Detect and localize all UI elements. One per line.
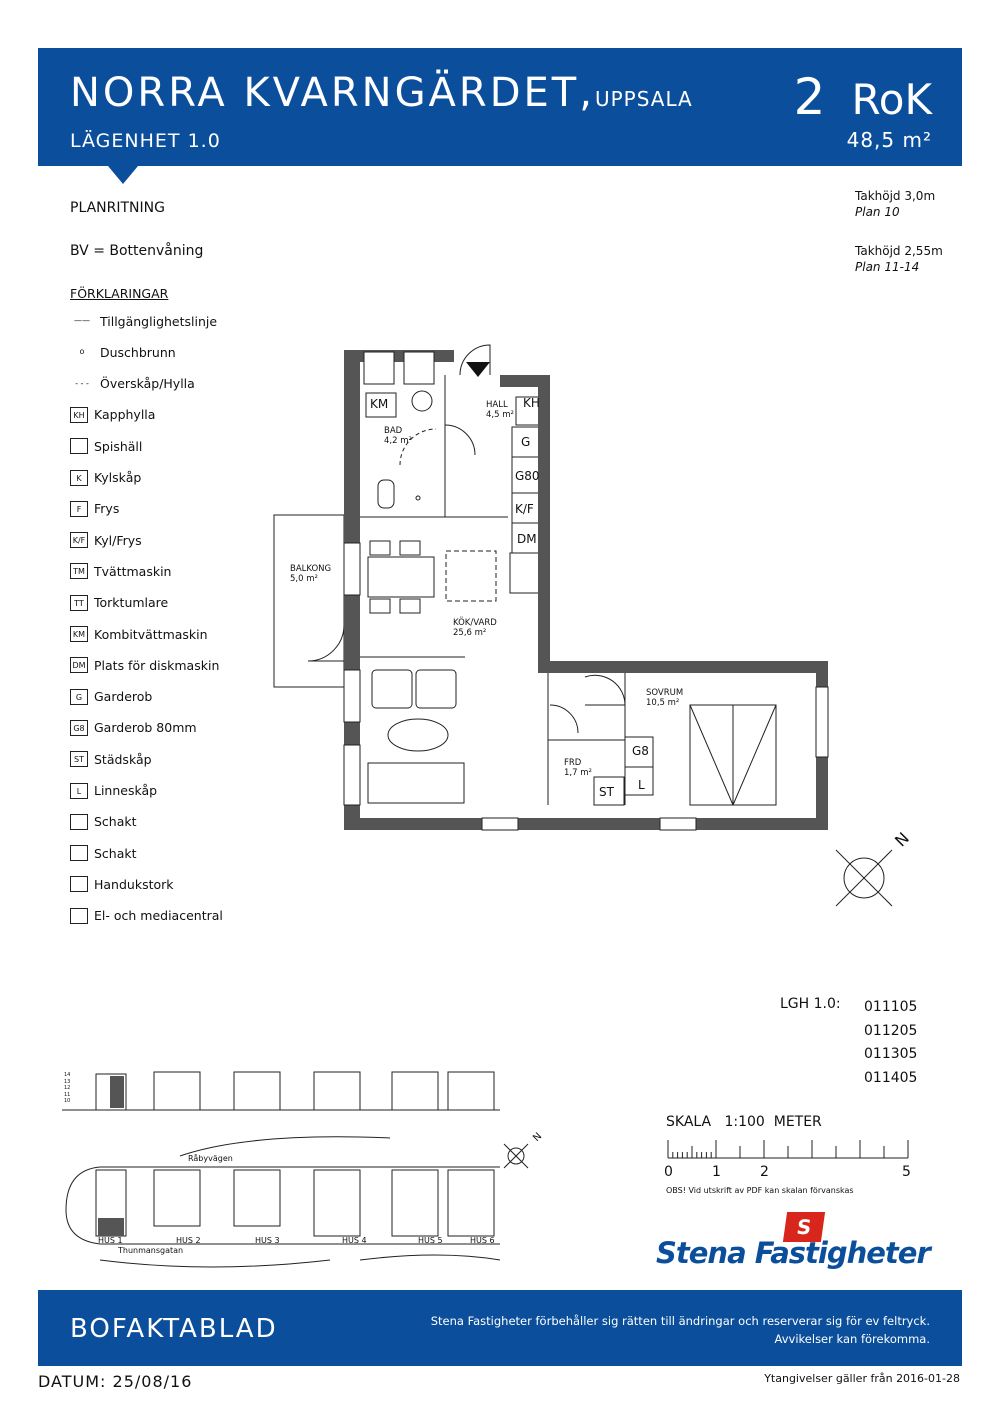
fixture-g80: G80 bbox=[515, 469, 540, 483]
highlight-building bbox=[98, 1218, 124, 1236]
legend-label: Tillgänglighetslinje bbox=[100, 313, 218, 329]
legend-label: Kyl/Frys bbox=[94, 532, 142, 548]
site-building bbox=[314, 1170, 360, 1236]
header-pointer bbox=[108, 166, 138, 184]
legend-label: Kapphylla bbox=[94, 407, 156, 423]
bed-line bbox=[733, 705, 776, 805]
legend-item bbox=[70, 843, 137, 863]
street-thunmansgatan: Thunmansgatan bbox=[118, 1246, 184, 1255]
site-building bbox=[154, 1170, 200, 1226]
road-bottom bbox=[100, 1255, 500, 1267]
legend-symbol bbox=[70, 845, 88, 861]
legend-label: Kylskåp bbox=[94, 470, 142, 485]
lgh-codes: 011105 011205 011305 011405 bbox=[864, 999, 918, 1086]
apartment-label: LÄGENHET 1.0 bbox=[70, 130, 221, 152]
header-banner bbox=[38, 48, 962, 166]
footer-banner bbox=[38, 1290, 962, 1366]
legend-item bbox=[70, 530, 142, 550]
legend-symbol: DM bbox=[70, 657, 88, 673]
apartment-area: 48,5 m² bbox=[846, 128, 932, 152]
legend-label: Handukstork bbox=[94, 876, 174, 892]
legend-symbol bbox=[70, 876, 88, 892]
armchair bbox=[372, 670, 412, 708]
legend-item bbox=[70, 561, 171, 581]
legend-label: Kombitvättmaskin bbox=[94, 626, 208, 642]
legend-symbol bbox=[70, 814, 88, 830]
datum: DATUM: 25/08/16 bbox=[38, 1372, 193, 1391]
legend-item bbox=[70, 781, 157, 801]
dining-table bbox=[368, 557, 434, 597]
legend-symbol bbox=[70, 908, 88, 924]
fixture-dm: DM bbox=[517, 532, 537, 546]
legend-symbol: —— bbox=[74, 316, 90, 325]
balcony-door-swing bbox=[308, 625, 344, 661]
legend-item bbox=[70, 499, 119, 519]
fixture-l: L bbox=[638, 778, 645, 792]
scale-tick-label: 2 bbox=[760, 1164, 769, 1180]
room-sovrum: SOVRUM 10,5 m² bbox=[646, 688, 684, 708]
legend-item bbox=[70, 405, 155, 425]
compass-north: N bbox=[891, 828, 913, 851]
site-compass-north: N bbox=[531, 1130, 545, 1145]
ceiling-info-1: Takhöjd 3,0m Plan 10 bbox=[855, 189, 936, 219]
plan-title: PLANRITNING bbox=[70, 200, 165, 216]
room-balkong: BALKONG 5,0 m² bbox=[290, 564, 332, 584]
legend-label: Linneskåp bbox=[94, 783, 158, 798]
sofa bbox=[368, 763, 464, 803]
legend-symbol: F bbox=[70, 501, 88, 517]
door-swing bbox=[445, 425, 475, 455]
dining-chair bbox=[400, 541, 420, 555]
house-label: HUS 5 bbox=[418, 1236, 443, 1245]
frd-door-swing bbox=[550, 705, 578, 733]
scale-note: OBS! Vid utskrift av PDF kan skalan förvanskas bbox=[666, 1186, 854, 1195]
legend-label: Plats för diskmaskin bbox=[94, 657, 220, 673]
legend-symbol: KH bbox=[70, 407, 88, 423]
scale-tick-label: 5 bbox=[902, 1164, 911, 1180]
legend-item bbox=[70, 624, 208, 644]
fixture-g8: G8 bbox=[632, 744, 649, 758]
stena-logo-text: Stena Fastigheter bbox=[656, 1236, 930, 1270]
legend-symbol: L bbox=[70, 783, 88, 799]
legend-item bbox=[70, 436, 142, 456]
legend-symbol: G bbox=[70, 689, 88, 705]
legend-item bbox=[70, 593, 168, 613]
house-label: HUS 3 bbox=[255, 1236, 280, 1245]
house-label: HUS 1 bbox=[98, 1236, 123, 1245]
coffee-table bbox=[388, 719, 448, 751]
legend-item bbox=[70, 655, 219, 675]
room-kok: KÖK/VARD 25,6 m² bbox=[453, 618, 497, 638]
legend-item bbox=[70, 906, 223, 926]
legend-label: Garderob 80mm bbox=[94, 720, 197, 736]
fixture-kf: K/F bbox=[515, 502, 534, 516]
legend-title: FÖRKLARINGAR bbox=[70, 286, 169, 301]
floor-drain-icon bbox=[416, 496, 420, 500]
toilet bbox=[378, 480, 394, 508]
dining-chair bbox=[370, 599, 390, 613]
building-elevation bbox=[392, 1072, 438, 1110]
legend-label: Spishäll bbox=[94, 438, 143, 454]
site-building bbox=[448, 1170, 494, 1236]
counter bbox=[510, 553, 542, 593]
site-building bbox=[392, 1170, 438, 1236]
dining-chair bbox=[400, 599, 420, 613]
site-building bbox=[234, 1170, 280, 1226]
room-count: 2 RoK bbox=[793, 68, 932, 126]
footer-disclaimer: Stena Fastigheter förbehåller sig rätten till ändringar och reserverar sig för ev feltryck. Avvikelser kan förekomma. bbox=[430, 1314, 930, 1346]
legend-label: Schakt bbox=[94, 814, 137, 830]
legend-label: Överskåp/Hylla bbox=[100, 376, 195, 392]
room-bad: BAD 4,2 m² bbox=[384, 426, 412, 446]
house-label: HUS 6 bbox=[470, 1236, 495, 1245]
house-label: HUS 2 bbox=[176, 1236, 201, 1245]
armchair bbox=[416, 670, 456, 708]
scale-tick-label: 1 bbox=[712, 1164, 721, 1180]
legend-label: Torktumlare bbox=[94, 595, 169, 611]
overhead-cabinet bbox=[446, 551, 496, 601]
legend-item bbox=[70, 687, 152, 707]
room-frd: FRD 1,7 m² bbox=[564, 758, 592, 778]
building-elevation bbox=[314, 1072, 360, 1110]
legend-label: Tvättmaskin bbox=[94, 563, 172, 579]
legend-item bbox=[70, 812, 137, 832]
ceiling-info-2: Takhöjd 2,55m Plan 11-14 bbox=[855, 244, 943, 274]
highlight-elevation bbox=[110, 1076, 124, 1108]
legend-label: Städskåp bbox=[94, 751, 152, 767]
fixture-km: KM bbox=[370, 397, 389, 411]
bed-line bbox=[690, 705, 733, 805]
bv-note: BV = Bottenvåning bbox=[70, 243, 204, 259]
project-title: NORRA KVARNGÄRDET,UPPSALA bbox=[70, 70, 693, 116]
washbasin bbox=[412, 391, 432, 411]
fixture-kh: KH bbox=[523, 396, 540, 410]
legend-label: El- och mediacentral bbox=[94, 908, 223, 924]
floor-plan bbox=[260, 325, 840, 845]
scale-tick-label: 0 bbox=[664, 1164, 673, 1180]
legend-symbol: KM bbox=[70, 626, 88, 642]
validity-note: Ytangivelser gäller från 2016-01-28 bbox=[764, 1372, 960, 1385]
entrance-arrow-icon bbox=[466, 362, 490, 377]
legend-symbol: TM bbox=[70, 563, 88, 579]
legend-symbol: - - - bbox=[75, 378, 89, 388]
scale-bar bbox=[664, 1136, 914, 1166]
legend-symbol: ST bbox=[70, 751, 88, 767]
stena-flag-icon: S bbox=[783, 1212, 825, 1242]
room-hall: HALL 4,5 m² bbox=[486, 400, 514, 420]
legend-label: Garderob bbox=[94, 689, 153, 705]
legend-item bbox=[70, 874, 174, 894]
legend-label: Frys bbox=[94, 501, 120, 517]
house-label: HUS 4 bbox=[342, 1236, 367, 1245]
legend-item bbox=[70, 468, 141, 488]
building-elevation bbox=[448, 1072, 494, 1110]
road-curve bbox=[66, 1167, 100, 1244]
legend-symbol: K bbox=[70, 470, 88, 486]
street-rabyvagen: Råbyvägen bbox=[188, 1154, 233, 1163]
fixture-g: G bbox=[521, 435, 531, 449]
bedroom-door-swing bbox=[585, 675, 625, 705]
legend-symbol: G8 bbox=[70, 720, 88, 736]
fixture-st: ST bbox=[599, 785, 614, 799]
scale-title: SKALA 1:100 METER bbox=[666, 1114, 822, 1130]
legend-label: Duschbrunn bbox=[100, 344, 176, 360]
building-elevation bbox=[154, 1072, 200, 1110]
legend-item bbox=[70, 374, 195, 394]
footer-title: BOFAKTABLAD bbox=[70, 1314, 278, 1344]
legend-symbol: o bbox=[79, 347, 85, 357]
legend-symbol: TT bbox=[70, 595, 88, 611]
legend-symbol bbox=[70, 438, 88, 454]
legend-item bbox=[70, 311, 217, 331]
legend-item bbox=[70, 718, 197, 738]
city-name: UPPSALA bbox=[594, 87, 693, 111]
legend-symbol: K/F bbox=[70, 532, 88, 548]
legend-item bbox=[70, 749, 152, 769]
dining-chair bbox=[370, 541, 390, 555]
legend-item bbox=[70, 342, 176, 362]
legend-label: Schakt bbox=[94, 845, 137, 861]
floor-numbers: 14 13 12 11 10 bbox=[64, 1072, 71, 1104]
lgh-label: LGH 1.0: bbox=[780, 996, 841, 1012]
building-elevation bbox=[234, 1072, 280, 1110]
